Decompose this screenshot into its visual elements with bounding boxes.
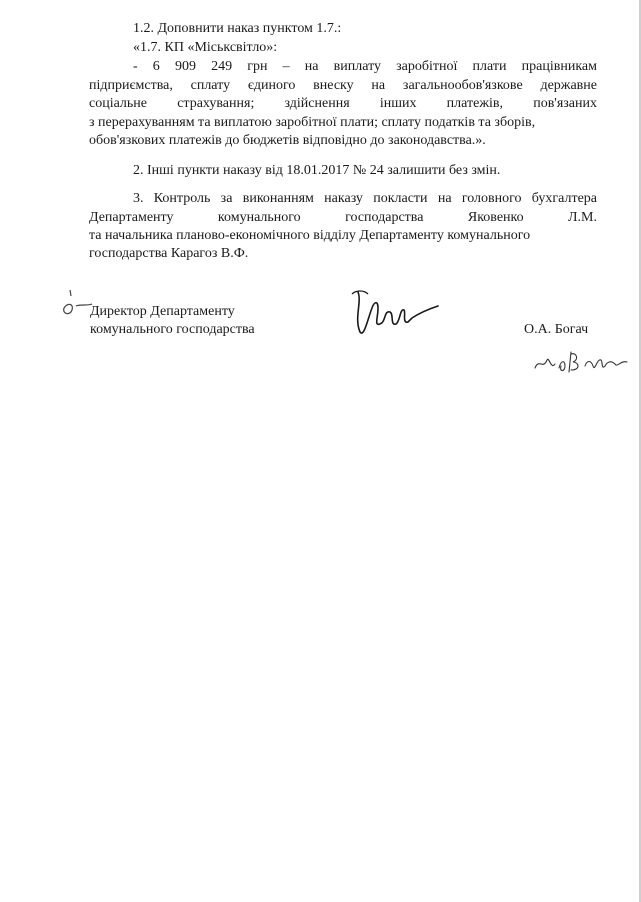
signatory-name: О.А. Богач — [524, 322, 589, 337]
item-3-line-4: господарства Карагоз В.Ф. — [89, 246, 249, 261]
item-2: 2. Інші пункти наказу від 18.01.2017 № 24 залишити без змін. — [133, 163, 501, 178]
item-3-line-2: Департаменту комунального господарства Яковенко Л.М. — [89, 210, 597, 225]
director-signature — [348, 288, 440, 340]
item-1-7-title: «1.7. КП «Міськсвітло»: — [133, 40, 278, 55]
item-3-line-3: та начальника планово-економічного відділу Департаменту комунального — [89, 228, 531, 243]
item-1-7-line-1: - 6 909 249 грн – на виплату заробітної плати працівникам — [133, 59, 597, 74]
item-3-line-1: 3. Контроль за виконанням наказу покласти на головного бухгалтера — [133, 191, 597, 206]
signatory-position-line-2: комунального господарства — [90, 322, 255, 337]
item-1-7-line-5: обов'язкових платежів до бюджетів відповідно до законодавства.». — [89, 133, 486, 148]
signatory-position-line-1: Директор Департаменту — [90, 304, 235, 319]
item-1-2: 1.2. Доповнити наказ пунктом 1.7.: — [133, 21, 342, 36]
item-1-7-line-3: соціальне страхування; здійснення інших платежів, пов'язаних — [89, 96, 597, 111]
item-1-7-line-2: підприємства, сплату єдиного внеску на загальнообов'язкове державне — [89, 78, 597, 93]
item-1-7-line-4: з перерахуванням та виплатою заробітної плати; сплату податків та зборів, — [89, 115, 536, 130]
approval-handwritten-note — [531, 346, 631, 376]
